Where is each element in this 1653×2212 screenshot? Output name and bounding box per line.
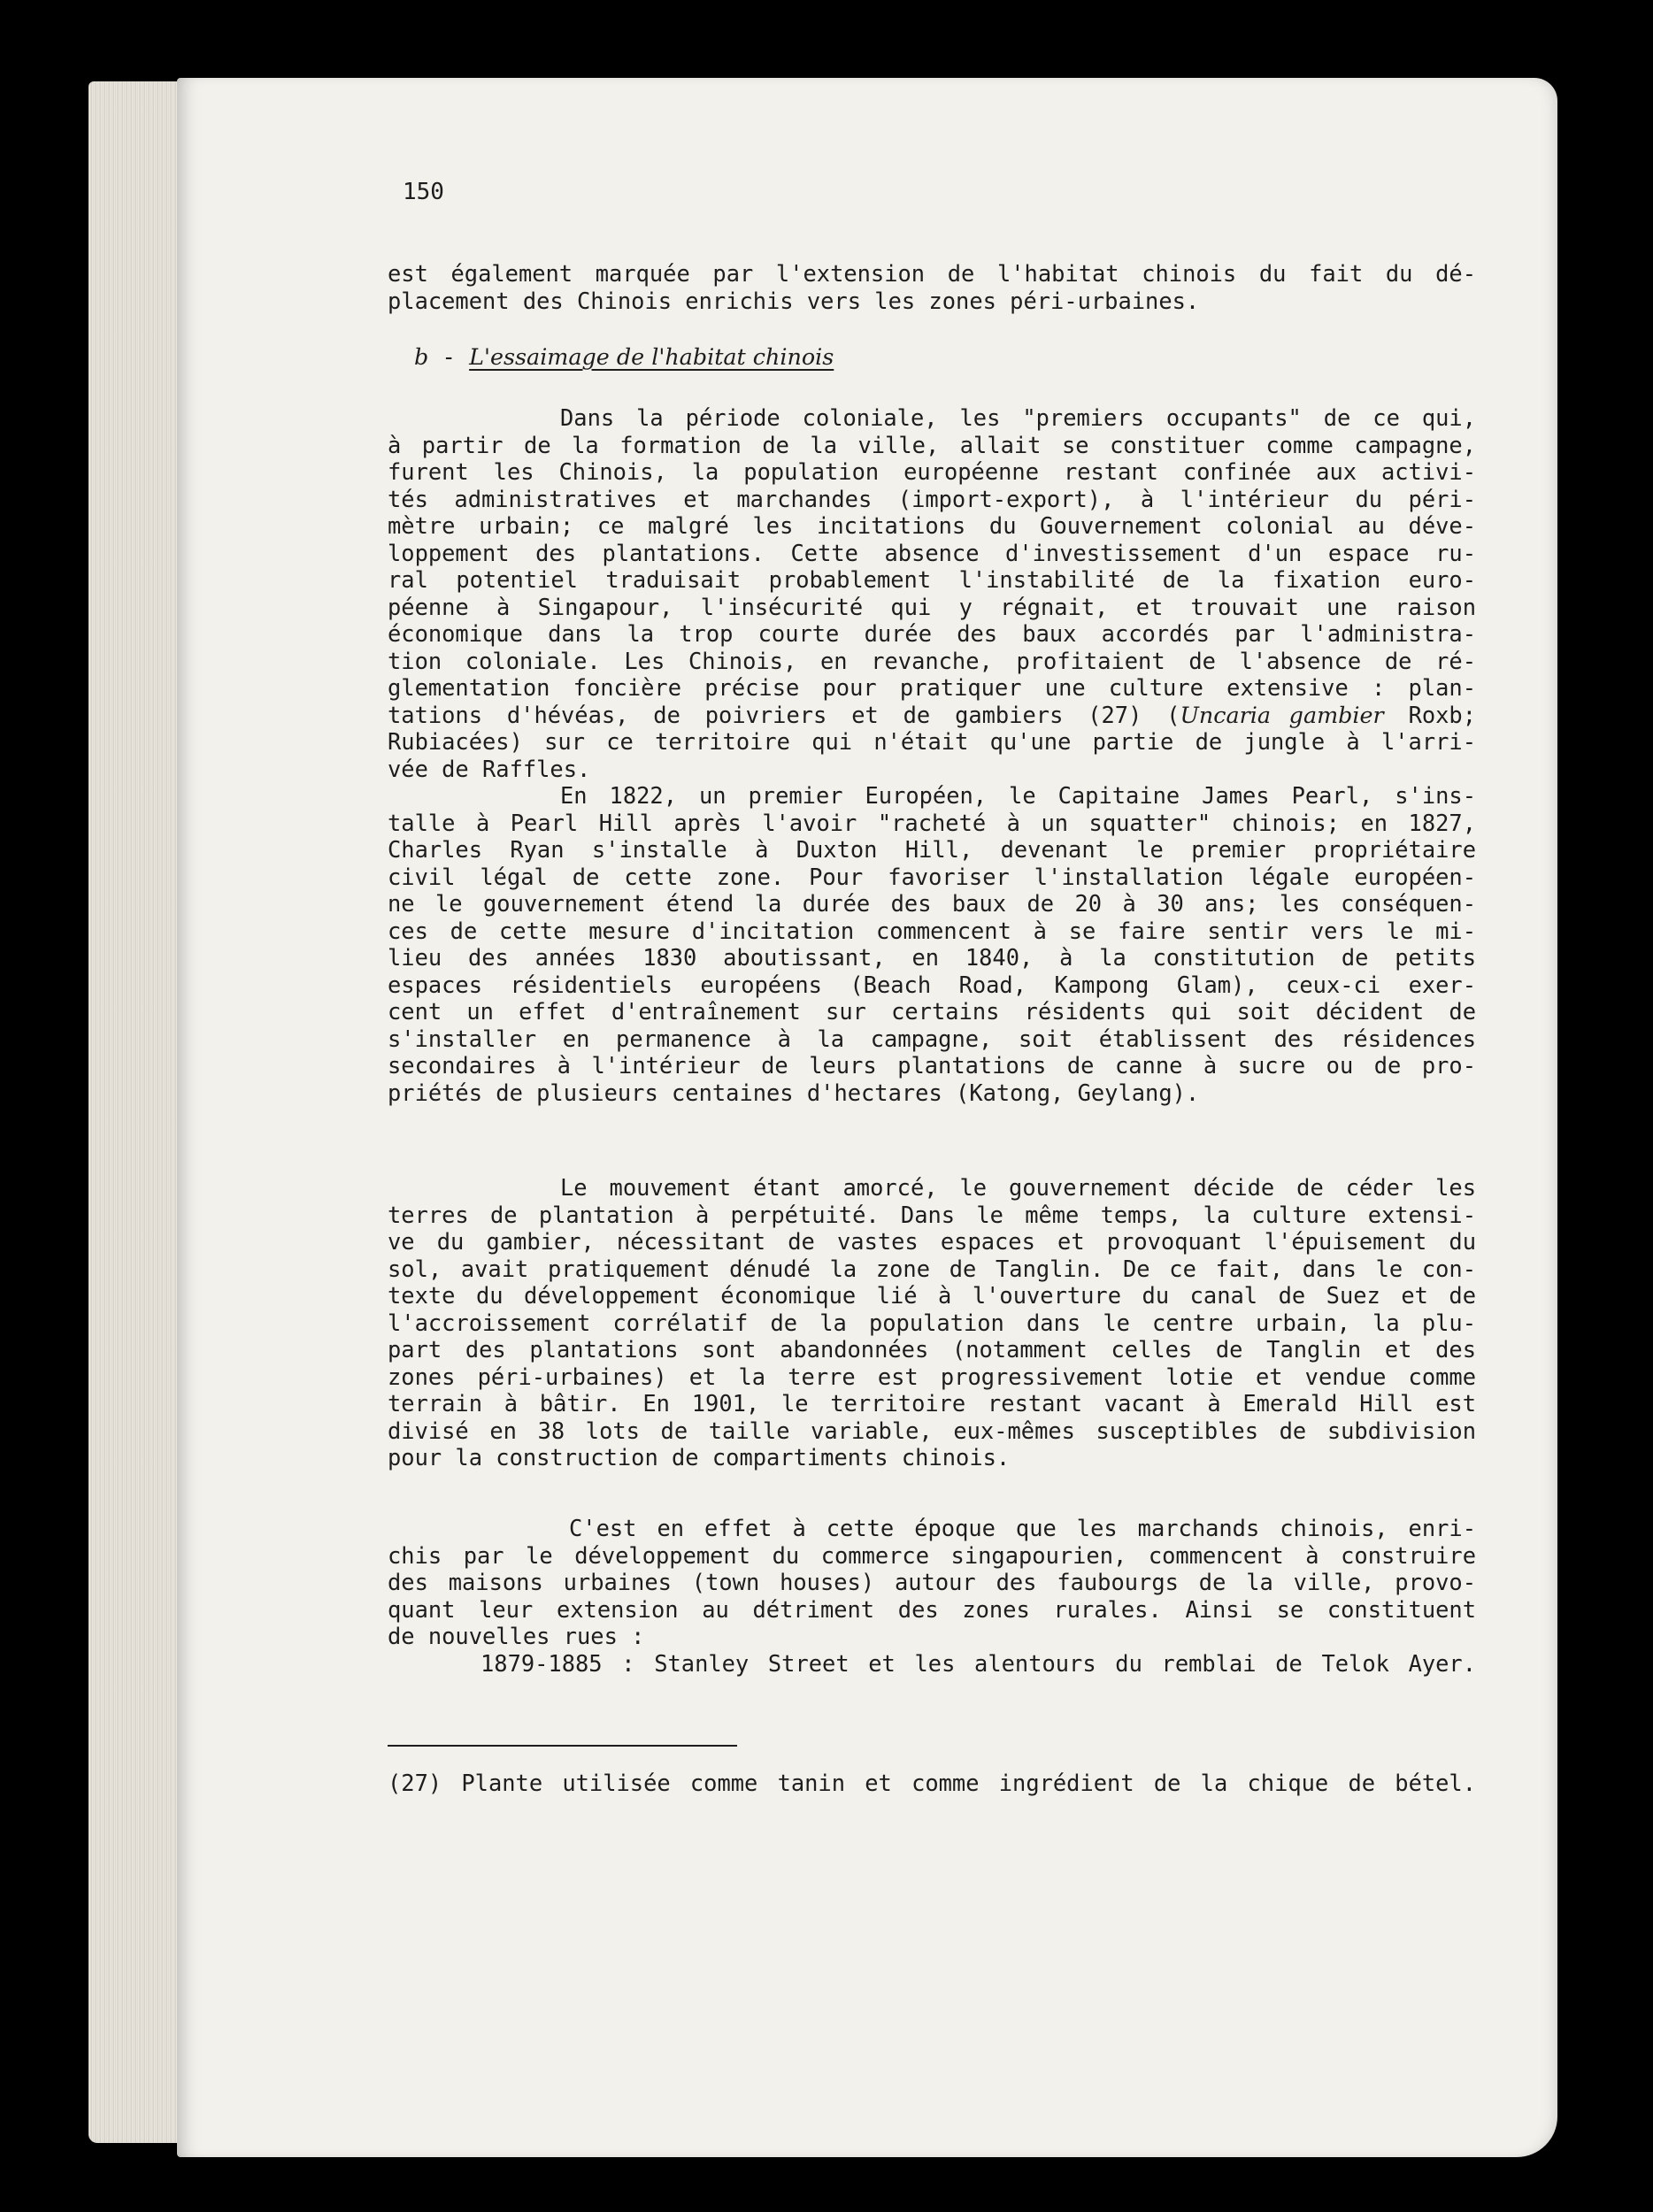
street-list-item: 1879-1885 : Stanley Street et les alentours du remblai de Telok Ayer. <box>481 1649 1476 1677</box>
text-line: secondaires à l'intérieur de leurs plantations de canne à sucre ou de pro- <box>388 1052 1476 1079</box>
text-line: économique dans la trop courte durée des baux accordés par l'administra- <box>388 620 1476 647</box>
text-line: glementation foncière précise pour pratiquer une culture extensive : plan- <box>388 674 1476 701</box>
text-line: talle à Pearl Hill après l'avoir "racheté à un squatter" chinois; en 1827, <box>388 809 1476 836</box>
text-line: quant leur extension au détriment des zones rurales. Ainsi se constituent <box>388 1595 1476 1623</box>
text-line: tion coloniale. Les Chinois, en revanche, profitaient de l'absence de ré- <box>388 647 1476 674</box>
text-line: chis par le développement du commerce singapourien, commencent à construire <box>388 1541 1476 1569</box>
text-line: En 1822, un premier Européen, le Capitaine James Pearl, s'ins- <box>560 782 1476 809</box>
paragraph-1 <box>388 404 1476 782</box>
footnote-27: (27) Plante utilisée comme tanin et comme ingrédient de la chique de bétel. <box>388 1770 1476 1796</box>
text-line: civil légal de cette zone. Pour favoriser l'installation légale européen- <box>388 863 1476 890</box>
text-line: ral potentiel traduisait probablement l'instabilité de la fixation euro- <box>388 566 1476 593</box>
text-line: lieu des années 1830 aboutissant, en 1840, à la constitution de petits <box>388 944 1476 971</box>
paragraph-2 <box>388 782 1476 1106</box>
intro-paragraph <box>388 260 1476 314</box>
text-line: de nouvelles rues : <box>388 1623 645 1649</box>
text-line: ces de cette mesure d'incitation commencent à se faire sentir vers le mi- <box>388 917 1476 944</box>
text-line: Charles Ryan s'installe à Duxton Hill, devenant le premier propriétaire <box>388 836 1476 863</box>
text-line: Dans la période coloniale, les "premiers occupants" de ce qui, <box>560 404 1476 431</box>
footnote-separator <box>388 1745 737 1747</box>
text-fragment: tations d'hévéas, de poivriers et de gambiers (27) ( <box>388 701 1180 728</box>
text-line: ne le gouvernement étend la durée des baux de 20 à 30 ans; les conséquen- <box>388 890 1476 917</box>
species-name: Uncaria gambier <box>1180 701 1384 728</box>
text-line: furent les Chinois, la population européenne restant confinée aux activi- <box>388 458 1476 485</box>
section-heading <box>414 343 834 371</box>
section-dash: - <box>428 343 470 370</box>
text-line: cent un effet d'entraînement sur certains résidents qui soit décident de <box>388 998 1476 1025</box>
text-line: texte du développement économique lié à l'ouverture du canal de Suez et de <box>388 1282 1476 1309</box>
text-line: des maisons urbaines (town houses) autour des faubourgs de la ville, provo- <box>388 1569 1476 1595</box>
text-line: à partir de la formation de la ville, allait se constituer comme campagne, <box>388 431 1476 458</box>
text-line: priétés de plusieurs centaines d'hectares (Katong, Geylang). <box>388 1079 1200 1106</box>
text-line: est également marquée par l'extension de l'habitat chinois du fait du dé- <box>388 260 1476 287</box>
paragraph-4 <box>388 1515 1476 1677</box>
text-line: vée de Raffles. <box>388 755 591 782</box>
text-line: tés administratives et marchandes (import-export), à l'intérieur du péri- <box>388 485 1476 512</box>
text-line: part des plantations sont abandonnées (notamment celles de Tanglin et des <box>388 1336 1476 1363</box>
page-sheet <box>177 78 1557 2157</box>
text-line: zones péri-urbaines) et la terre est progressivement lotie et vendue comme <box>388 1363 1476 1390</box>
text-line: péenne à Singapour, l'insécurité qui y régnait, et trouvait une raison <box>388 593 1476 620</box>
text-line: sol, avait pratiquement dénudé la zone de Tanglin. De ce fait, dans le con- <box>388 1255 1476 1282</box>
text-line: s'installer en permanence à la campagne, soit établissent des résidences <box>388 1025 1476 1052</box>
section-letter: b <box>414 343 429 370</box>
text-line: terres de plantation à perpétuité. Dans le même temps, la culture extensi- <box>388 1201 1476 1228</box>
text-line: Le mouvement étant amorcé, le gouvernement décide de céder les <box>560 1174 1476 1201</box>
text-line: Rubiacées) sur ce territoire qui n'était qu'une partie de jungle à l'arri- <box>388 728 1476 755</box>
section-title: L'essaimage de l'habitat chinois <box>469 343 834 370</box>
text-line: placement des Chinois enrichis vers les zones péri-urbaines. <box>388 287 1200 314</box>
text-line: l'accroissement corrélatif de la population dans le centre urbain, la plu- <box>388 1309 1476 1336</box>
paragraph-3 <box>388 1174 1476 1471</box>
text-line: pour la construction de compartiments chinois. <box>388 1444 1011 1471</box>
text-line: espaces résidentiels européens (Beach Road, Kampong Glam), ceux-ci exer- <box>388 971 1476 998</box>
text-line: ve du gambier, nécessitant de vastes espaces et provoquant l'épuisement du <box>388 1228 1476 1255</box>
text-line-with-species <box>388 702 1476 729</box>
page-number: 150 <box>403 179 444 205</box>
text-line: loppement des plantations. Cette absence d'investissement d'un espace ru- <box>388 539 1476 566</box>
text-line: terrain à bâtir. En 1901, le territoire restant vacant à Emerald Hill est <box>388 1390 1476 1417</box>
text-fragment: Roxb; <box>1383 701 1476 728</box>
text-line: C'est en effet à cette époque que les marchands chinois, enri- <box>569 1515 1476 1541</box>
text-line: divisé en 38 lots de taille variable, eux-mêmes susceptibles de subdivision <box>388 1417 1476 1444</box>
text-line: mètre urbain; ce malgré les incitations du Gouvernement colonial au déve- <box>388 512 1476 539</box>
